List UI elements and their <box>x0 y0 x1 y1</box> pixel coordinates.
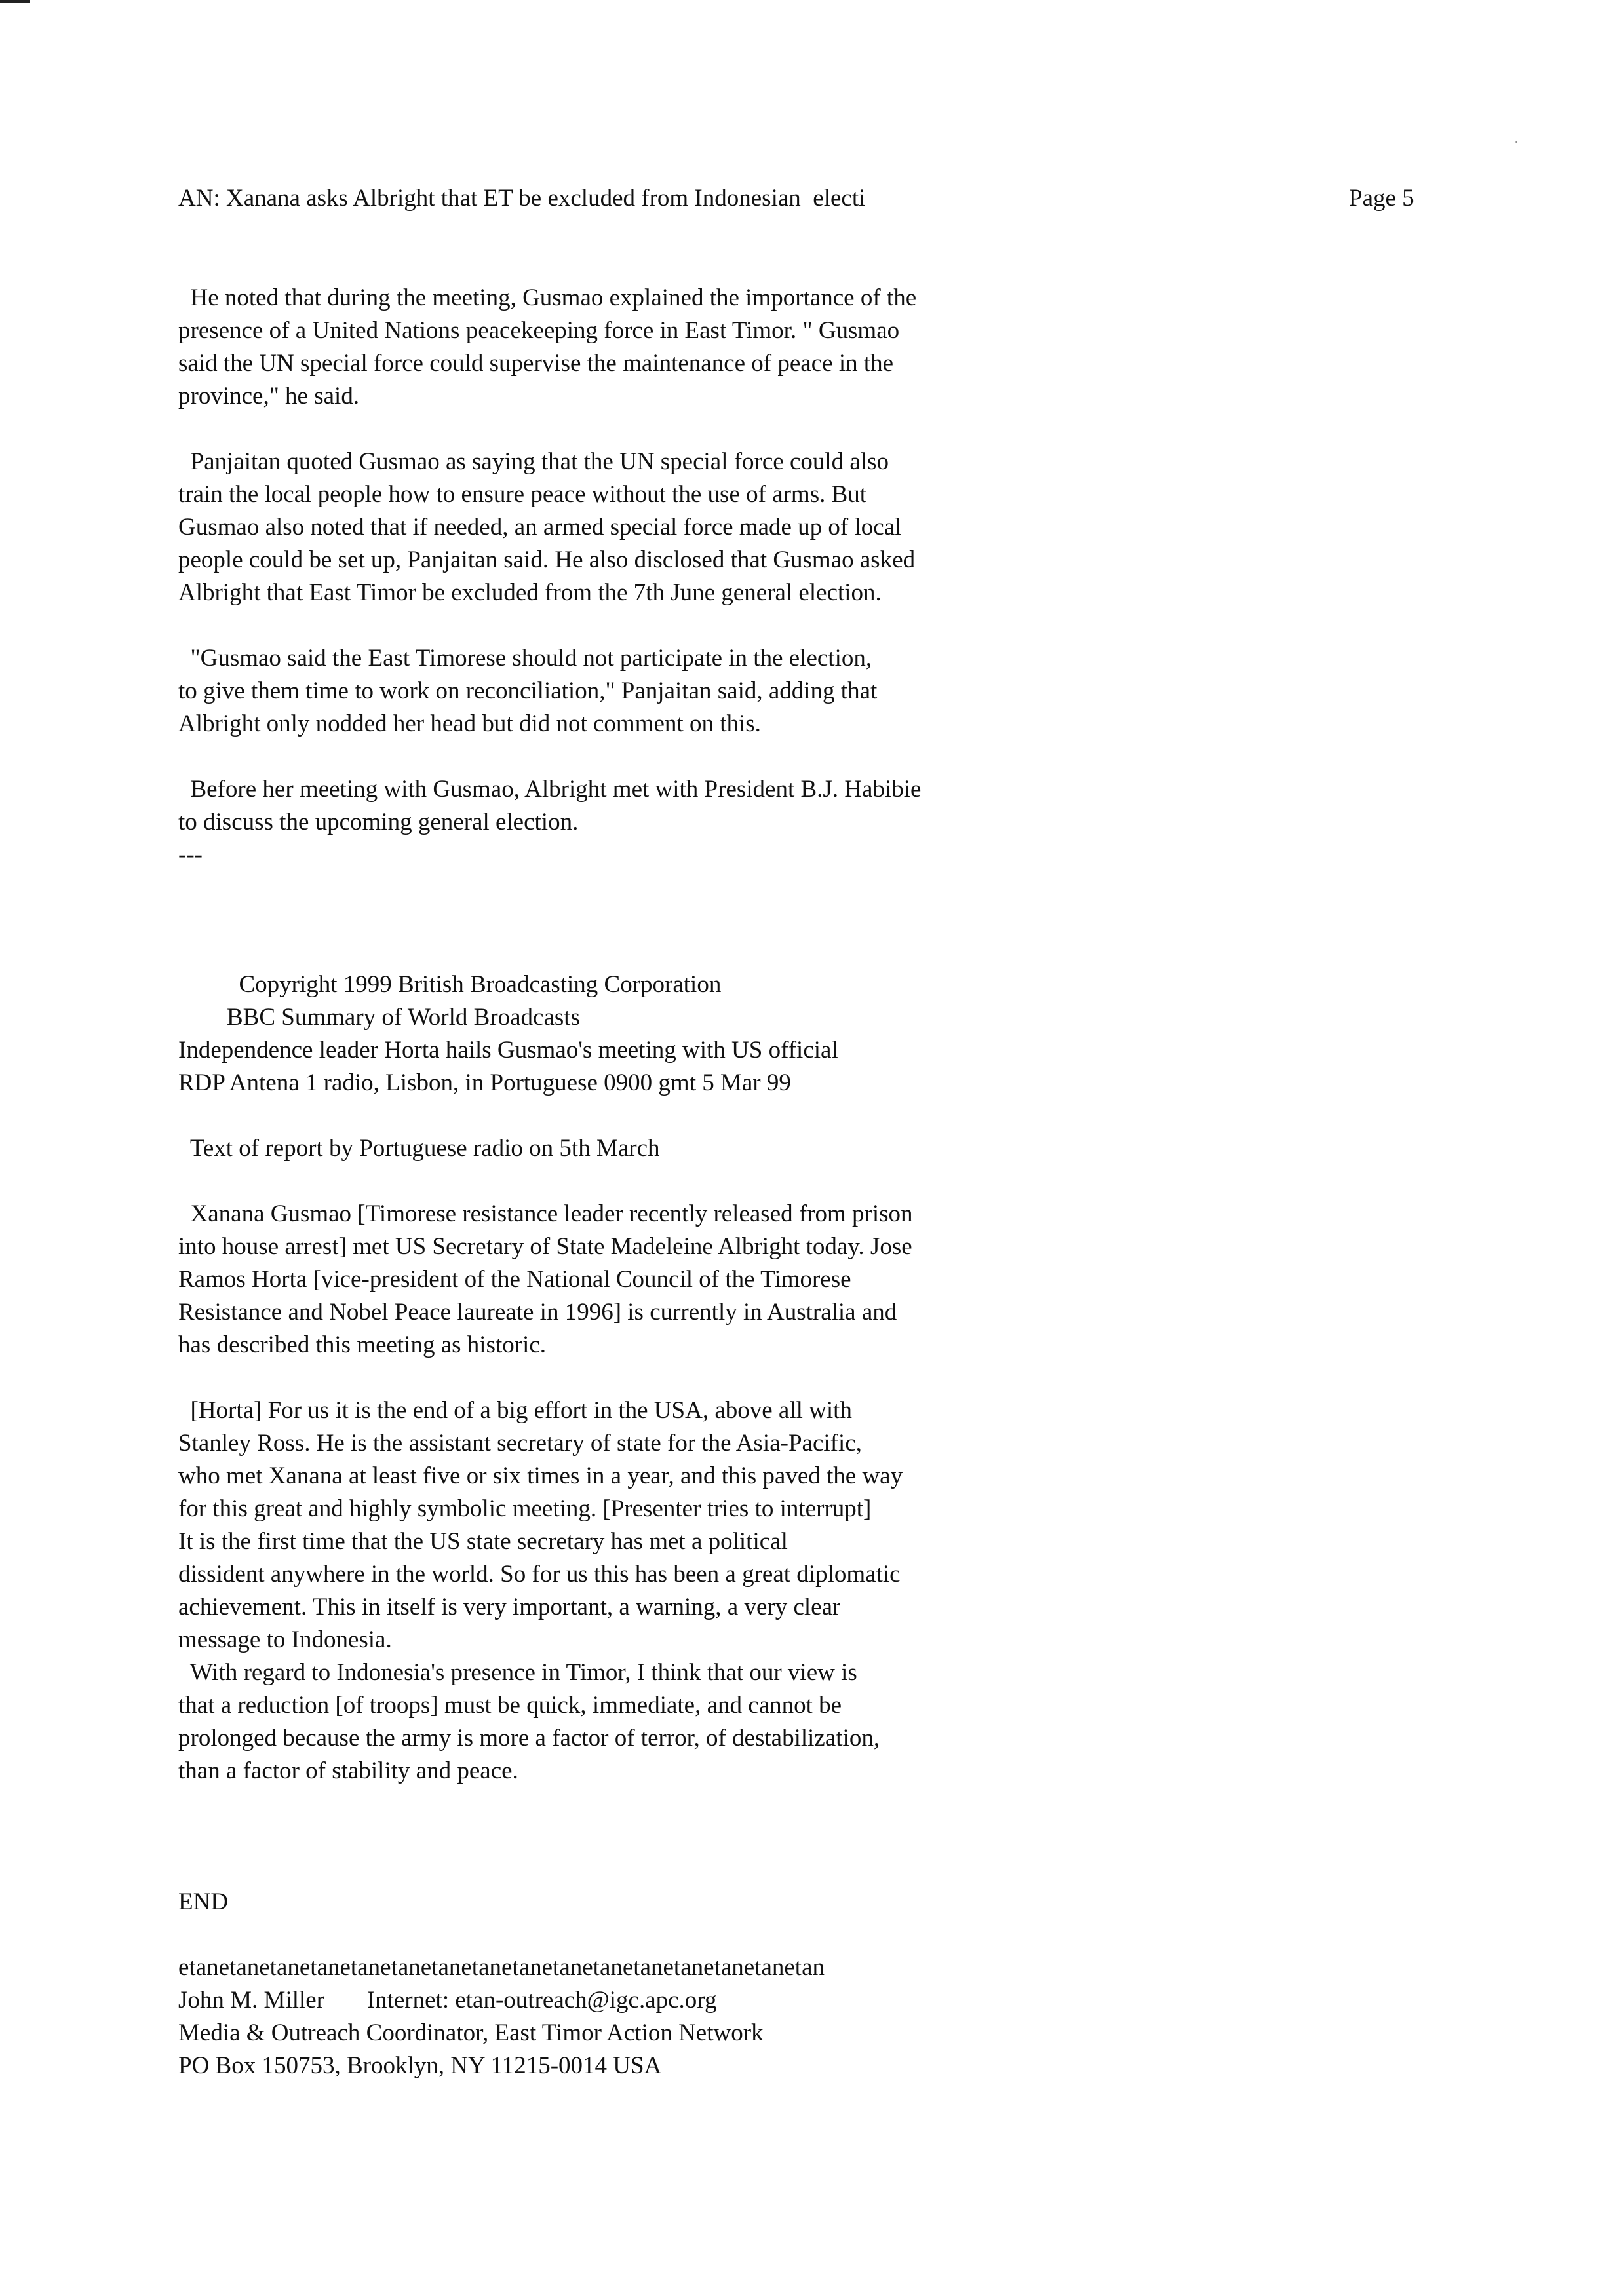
body-line: He noted that during the meeting, Gusmao explained the importance of the <box>178 284 917 311</box>
contact-name-email: John M. Miller Internet: etan-outreach@igc.apc.org <box>178 1987 717 2014</box>
body-line: train the local people how to ensure peace without the use of arms. But <box>178 481 867 508</box>
body-line: Resistance and Nobel Peace laureate in 1996] is currently in Australia and <box>178 1299 897 1326</box>
body-line: has described this meeting as historic. <box>178 1331 547 1358</box>
end-marker: END <box>178 1888 229 1915</box>
body-line: Gusmao also noted that if needed, an armed special force made up of local <box>178 514 902 541</box>
article-headline: Independence leader Horta hails Gusmao's meeting with US official <box>178 1037 838 1063</box>
scan-speck <box>1515 141 1517 143</box>
body-line: prolonged because the army is more a factor of terror, of destabilization, <box>178 1725 880 1751</box>
body-line: people could be set up, Panjaitan said. He also disclosed that Gusmao asked <box>178 546 916 573</box>
body-line: Before her meeting with Gusmao, Albright met with President B.J. Habibie <box>178 776 922 803</box>
body-line: With regard to Indonesia's presence in Timor, I think that our view is <box>178 1659 857 1686</box>
body-line: [Horta] For us it is the end of a big effort in the USA, above all with <box>178 1397 852 1424</box>
body-line: It is the first time that the US state secretary has met a political <box>178 1528 788 1555</box>
contact-title: Media & Outreach Coordinator, East Timor Action Network <box>178 2019 764 2046</box>
body-line: dissident anywhere in the world. So for us this has been a great diplomatic <box>178 1561 901 1588</box>
separator-dashes: --- <box>178 841 203 868</box>
body-line: Xanana Gusmao [Timorese resistance leader recently released from prison <box>178 1200 913 1227</box>
body-line: Text of report by Portuguese radio on 5th March <box>178 1135 660 1162</box>
body-line: province," he said. <box>178 383 360 410</box>
body-line: for this great and highly symbolic meeting. [Presenter tries to interrupt] <box>178 1495 872 1522</box>
body-line: that a reduction [of troops] must be quick, immediate, and cannot be <box>178 1692 842 1719</box>
copyright-line: Copyright 1999 British Broadcasting Corporation <box>178 971 722 998</box>
body-line: than a factor of stability and peace. <box>178 1757 518 1784</box>
body-line: into house arrest] met US Secretary of State Madeleine Albright today. Jose <box>178 1233 912 1260</box>
source-line: BBC Summary of World Broadcasts <box>178 1004 580 1031</box>
header-title: AN: Xanana asks Albright that ET be excluded from Indonesian electi <box>178 185 866 212</box>
scan-corner-mark <box>0 0 30 3</box>
contact-address: PO Box 150753, Brooklyn, NY 11215-0014 USA <box>178 2052 662 2079</box>
body-line: Panjaitan quoted Gusmao as saying that the UN special force could also <box>178 448 889 475</box>
body-line: said the UN special force could supervise the maintenance of peace in the <box>178 350 894 377</box>
body-line: Albright that East Timor be excluded from the 7th June general election. <box>178 579 882 606</box>
body-line: to discuss the upcoming general election. <box>178 809 579 835</box>
page-number: Page 5 <box>1349 185 1414 212</box>
body-line: to give them time to work on reconciliation," Panjaitan said, adding that <box>178 678 878 704</box>
body-line: presence of a United Nations peacekeeping force in East Timor. " Gusmao <box>178 317 900 344</box>
body-line: achievement. This in itself is very important, a warning, a very clear <box>178 1594 841 1620</box>
broadcast-source: RDP Antena 1 radio, Lisbon, in Portuguese 0900 gmt 5 Mar 99 <box>178 1069 791 1096</box>
body-line: "Gusmao said the East Timorese should not participate in the election, <box>178 645 872 672</box>
signature-separator: etanetanetanetanetanetanetanetanetanetanetanetanetanetanetanetan <box>178 1954 825 1981</box>
body-line: who met Xanana at least five or six times in a year, and this paved the way <box>178 1463 903 1489</box>
body-line: message to Indonesia. <box>178 1626 392 1653</box>
body-line: Stanley Ross. He is the assistant secretary of state for the Asia-Pacific, <box>178 1430 862 1457</box>
body-line: Albright only nodded her head but did not comment on this. <box>178 710 761 737</box>
body-line: Ramos Horta [vice-president of the National Council of the Timorese <box>178 1266 851 1293</box>
